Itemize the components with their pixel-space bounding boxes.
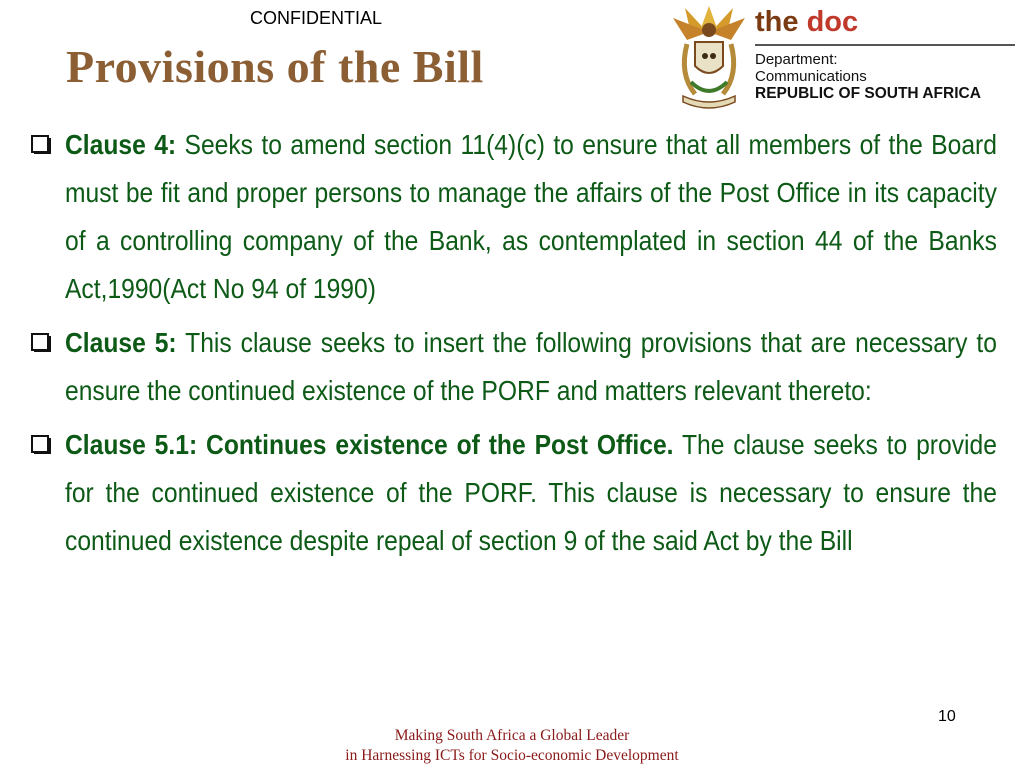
brand-wordmark	[755, 6, 858, 38]
clause-lead: Clause 5:	[65, 327, 177, 358]
doc-logo	[663, 2, 1024, 114]
coat-of-arms-icon	[665, 4, 753, 112]
bullet-text	[65, 319, 997, 415]
department-name	[755, 51, 981, 102]
checkbox-bullet-icon	[30, 432, 54, 454]
clause-body: The clause seeks to provide for the continued existence of the PORF. This clause is necessary to ensure the continued existence despite repeal of section 9 of the said Act by the Bill	[65, 429, 997, 556]
bullet-clause-5	[30, 319, 998, 415]
checkbox-bullet-icon	[30, 330, 54, 352]
footer-slogan-line-2: in Harnessing ICTs for Socio-economic Development	[345, 747, 679, 764]
clause-lead: Clause 4:	[65, 129, 177, 160]
dept-line-3: REPUBLIC OF SOUTH AFRICA	[755, 85, 981, 102]
bullet-text	[65, 121, 997, 313]
bullet-text	[65, 421, 997, 565]
bullet-list	[30, 121, 998, 567]
logo-divider	[755, 44, 1015, 46]
dept-line-1: Department:	[755, 51, 838, 68]
brand-word-the: the	[755, 6, 799, 38]
clause-lead: Clause 5.1: Continues existence of the Post Office.	[65, 429, 674, 460]
bullet-clause-4	[30, 121, 998, 313]
clause-body: This clause seeks to insert the following provisions that are necessary to ensure the continued existence of the PORF and matters relevant thereto:	[65, 327, 997, 406]
confidential-label: CONFIDENTIAL	[250, 8, 383, 28]
checkbox-bullet-icon	[30, 132, 54, 154]
slide-title: Provisions of the Bill	[66, 41, 484, 92]
clause-body: Seeks to amend section 11(4)(c) to ensure that all members of the Board must be fit and proper persons to manage the affairs of the Post Office in its capacity of a controlling company of the Bank, as contemplated in section 44 of the Banks Act,1990(Act No 94 of 1990)	[65, 129, 997, 304]
bullet-clause-5-1	[30, 421, 998, 565]
brand-word-doc: doc	[806, 6, 859, 38]
footer-slogan-line-1: Making South Africa a Global Leader	[394, 727, 630, 744]
page-number: 10	[938, 708, 956, 725]
dept-line-2: Communications	[755, 68, 867, 85]
